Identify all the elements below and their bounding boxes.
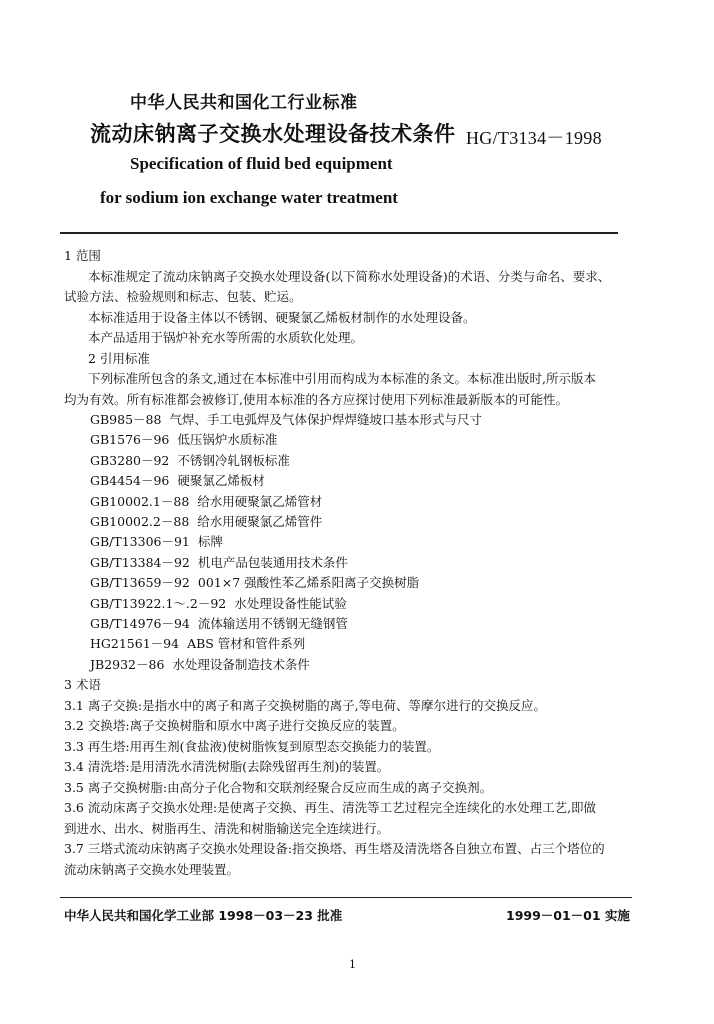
reference-code: GB/T13384－92 — [90, 554, 190, 570]
reference-title: 给水用硬聚氯乙烯管件 — [197, 513, 323, 529]
paragraph: 试验方法、检验规则和标志、包装、贮运。 — [64, 289, 302, 304]
reference-code: GB4454－96 — [90, 473, 170, 489]
reference-item — [64, 532, 644, 552]
reference-title: 水处理设备性能试验 — [234, 595, 347, 611]
reference-item — [64, 655, 644, 675]
paragraph: 本标准规定了流动床钠离子交换水处理设备(以下简称水处理设备)的术语、分类与命名、要求、 — [88, 268, 611, 284]
reference-code: GB10002.2－88 — [90, 513, 190, 529]
header-rule — [60, 232, 618, 234]
paragraph: 本产品适用于锅炉补充水等所需的水质软化处理。 — [88, 330, 364, 345]
reference-title: 不锈钢冷轧钢板标准 — [177, 452, 290, 468]
standard-title-cn: 流动床钠离子交换水处理设备技术条件 — [90, 122, 456, 146]
reference-item — [64, 492, 644, 512]
reference-item — [64, 573, 644, 593]
reference-title: 给水用硬聚氯乙烯管材 — [197, 493, 323, 509]
reference-title: ABS 管材和管件系列 — [187, 636, 306, 652]
effective-date: 1999－01－01 实施 — [506, 908, 630, 923]
paragraph: 下列标准所包含的条文,通过在本标准中引用而构成为本标准的条文。本标准出版时,所示版本 — [88, 371, 596, 386]
page-number: 1 — [349, 958, 356, 971]
term-definition: 3.7 三塔式流动床钠离子交换水处理设备:指交换塔、再生塔及清洗塔各自独立布置、占三个塔位的 — [64, 841, 605, 857]
standard-title-en-line1: Specification of fluid bed equipment — [130, 154, 393, 173]
reference-code: GB/T13659－92 — [90, 575, 190, 591]
term-definition: 3.4 清洗塔:是用清洗水清洗树脂(去除残留再生剂)的装置。 — [64, 759, 390, 775]
reference-item — [64, 594, 644, 614]
term-definition: 到进水、出水、树脂再生、清洗和树脂输送完全连续进行。 — [64, 820, 390, 836]
approval-line: 中华人民共和国化学工业部 1998－03－23 批准 — [64, 908, 343, 923]
term-definition: 3.2 交换塔:离子交换树脂和原水中离子进行交换反应的装置。 — [64, 718, 405, 734]
reference-item — [64, 512, 644, 532]
reference-title: 机电产品包装通用技术条件 — [197, 554, 348, 570]
section-3-heading: 3 术语 — [64, 677, 101, 693]
term-definition: 3.5 离子交换树脂:由高分子化合物和交联剂经聚合反应而生成的离子交换剂。 — [64, 779, 493, 795]
ministry-title: 中华人民共和国化工行业标准 — [130, 93, 358, 113]
reference-title: 气焊、手工电弧焊及气体保护焊焊缝坡口基本形式与尺寸 — [169, 412, 482, 427]
term-definition: 3.3 再生塔:用再生剂(食盐液)使树脂恢复到原型态交换能力的装置。 — [64, 738, 440, 754]
reference-item — [64, 634, 644, 654]
reference-item — [64, 471, 644, 491]
reference-title: 低压锅炉水质标准 — [177, 432, 278, 448]
reference-code: GB/T13306－91 — [90, 534, 190, 550]
footer-rule — [60, 897, 632, 898]
term-definition: 3.1 离子交换:是指水中的离子和离子交换树脂的离子,等电荷、等摩尔进行的交换反应。 — [64, 697, 547, 713]
reference-item — [64, 553, 644, 573]
reference-code: JB2932－86 — [90, 656, 165, 672]
reference-code: HG21561－94 — [90, 636, 180, 652]
reference-item — [64, 410, 644, 430]
term-definition: 流动床钠离子交换水处理装置。 — [64, 861, 240, 877]
reference-item — [64, 451, 644, 471]
reference-title: 水处理设备制造技术条件 — [172, 656, 310, 672]
paragraph: 本标准适用于设备主体以不锈钢、硬聚氯乙烯板材制作的水处理设备。 — [88, 309, 476, 325]
reference-title: 标牌 — [197, 534, 223, 550]
reference-code: GB/T13922.1～.2－92 — [90, 595, 227, 611]
reference-code: GB10002.1－88 — [90, 493, 190, 509]
standard-title-en-line2: for sodium ion exchange water treatment — [100, 188, 398, 207]
section-2-heading: 2 引用标准 — [88, 350, 150, 366]
body-text — [64, 246, 644, 880]
term-definition: 3.6 流动床离子交换水处理:是使离子交换、再生、清洗等工艺过程完全连续化的水处理工艺,即做 — [64, 800, 597, 816]
reference-code: GB3280－92 — [90, 452, 170, 468]
reference-title: 流体输送用不锈钢无缝钢管 — [197, 615, 348, 631]
reference-code: GB1576－96 — [90, 432, 170, 448]
standard-code: HG/T3134－1998 — [466, 128, 602, 148]
reference-title: 硬聚氯乙烯板材 — [177, 473, 265, 489]
reference-code: GB/T14976－94 — [90, 615, 190, 631]
reference-title: 001×7 强酸性苯乙烯系阳离子交换树脂 — [197, 575, 420, 591]
reference-item — [64, 614, 644, 634]
reference-item — [64, 430, 644, 450]
reference-code: GB985－88 — [90, 412, 162, 427]
paragraph: 均为有效。所有标准都会被修订,使用本标准的各方应探讨使用下列标准最新版本的可能性。 — [64, 391, 568, 407]
section-1-heading: 1 范围 — [64, 248, 101, 263]
